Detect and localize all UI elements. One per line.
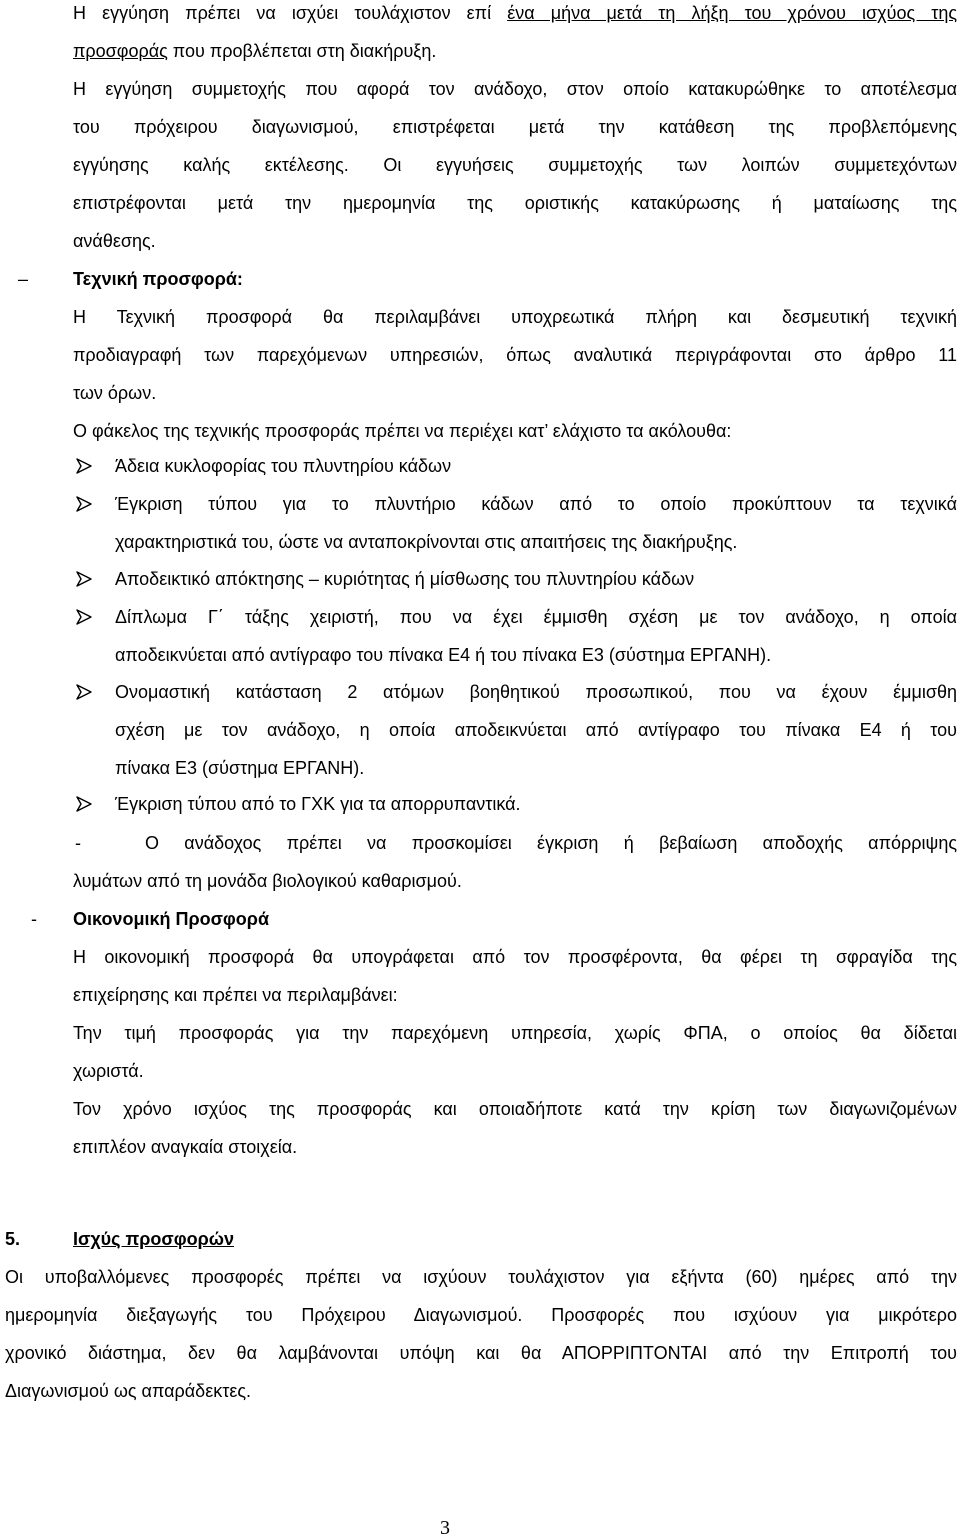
- guarantee-validity-link: ένα μήνα μετά τη λήξη του χρόνου ισχύος της: [507, 3, 958, 23]
- guarantee-text-line: Η εγγύηση συμμετοχής που αφορά τον ανάδοχο, στον οποίο κατακυρώθηκε το αποτέλεσμα: [73, 79, 957, 99]
- technical-dash: –: [18, 269, 29, 289]
- waste-dash: -: [75, 833, 81, 853]
- arrow-bullet-icon: [75, 570, 93, 588]
- bullet-item-cont: πίνακα Ε3 (σύστημα ΕΡΓΑΝΗ).: [115, 758, 365, 778]
- arrow-bullet-icon: [75, 795, 93, 813]
- arrow-bullet-icon: [75, 683, 93, 701]
- financial-heading: Οικονομική Προσφορά: [73, 909, 270, 929]
- section-text-line: χρονικό διάστημα, δεν θα λαμβάνονται υπόψη και θα ΑΠΟΡΡΙΠΤΟΝΤΑΙ από την Επιτροπή του: [5, 1343, 957, 1363]
- financial-text-line: επιπλέον αναγκαία στοιχεία.: [73, 1137, 298, 1157]
- bullet-item-cont: αποδεικνύεται από αντίγραφο του πίνακα Ε4 ή του πίνακα Ε3 (σύστημα ΕΡΓΑΝΗ).: [115, 645, 772, 665]
- technical-text-line: προδιαγραφή των παρεχόμενων υπηρεσιών, όπως αναλυτικά περιγράφονται στο άρθρο 11: [73, 345, 957, 365]
- guarantee-line-1: Η εγγύηση πρέπει να ισχύει τουλάχιστον επί ένα μήνα μετά τη λήξη του χρόνου ισχύος της: [73, 3, 958, 23]
- bullet-item: Αποδεικτικό απόκτησης – κυριότητας ή μίσθωσης του πλυντηρίου κάδων: [115, 569, 695, 589]
- arrow-bullet-icon: [75, 608, 93, 626]
- bullet-item: Έγκριση τύπου από το ΓΧΚ για τα απορρυπαντικά.: [115, 794, 521, 814]
- arrow-bullet-icon: [75, 495, 93, 513]
- financial-text-line: Την τιμή προσφοράς για την παρεχόμενη υπηρεσία, χωρίς ΦΠΑ, ο οποίος θα δίδεται: [73, 1023, 957, 1043]
- bullet-item: Ονομαστική κατάσταση 2 ατόμων βοηθητικού προσωπικού, που να έχουν έμμισθη: [115, 682, 957, 702]
- financial-text-line: Η οικονομική προσφορά θα υπογράφεται από τον προσφέροντα, θα φέρει τη σφραγίδα της: [73, 947, 957, 967]
- guarantee-text-line: ανάθεσης.: [73, 231, 156, 251]
- technical-heading: Τεχνική προσφορά:: [73, 269, 243, 289]
- financial-dash: -: [31, 909, 37, 929]
- financial-text-line: χωριστά.: [73, 1061, 144, 1081]
- guarantee-line-2: προσφοράς που προβλέπεται στη διακήρυξη.: [73, 41, 437, 61]
- bullet-item-cont: σχέση με τον ανάδοχο, η οποία αποδεικνύεται από αντίγραφο του πίνακα Ε4 ή του: [115, 720, 957, 740]
- guarantee-text-line: επιστρέφονται μετά την ημερομηνία της οριστικής κατακύρωσης ή ματαίωσης της: [73, 193, 957, 213]
- page-number: 3: [440, 1517, 450, 1539]
- section-text-line: ημερομηνία διεξαγωγής του Πρόχειρου Διαγωνισμού. Προσφορές που ισχύουν για μικρότερο: [5, 1305, 957, 1325]
- guarantee-text-line: εγγύησης καλής εκτέλεσης. Οι εγγυήσεις συμμετοχής των λοιπών συμμετεχόντων: [73, 155, 957, 175]
- arrow-bullet-icon: [75, 457, 93, 475]
- waste-line: Ο ανάδοχος πρέπει να προσκομίσει έγκριση ή βεβαίωση αποδοχής απόρριψης: [145, 833, 957, 853]
- section-text-line: Οι υποβαλλόμενες προσφορές πρέπει να ισχύουν τουλάχιστον για εξήντα (60) ημέρες από την: [5, 1267, 957, 1287]
- technical-text-line: των όρων.: [73, 383, 157, 403]
- financial-text-line: επιχείρησης και πρέπει να περιλαμβάνει:: [73, 985, 398, 1005]
- section-title: Ισχύς προσφορών: [73, 1229, 234, 1249]
- guarantee-text-line: του πρόχειρου διαγωνισμού, επιστρέφεται μετά την κατάθεση της προβλεπόμενης: [73, 117, 957, 137]
- technical-text-line: Ο φάκελος της τεχνικής προσφοράς πρέπει να περιέχει κατ’ ελάχιστο τα ακόλουθα:: [73, 421, 732, 441]
- bullet-item: Έγκριση τύπου για το πλυντήριο κάδων από το οποίο προκύπτουν τα τεχνικά: [115, 494, 957, 514]
- technical-text-line: Η Τεχνική προσφορά θα περιλαμβάνει υποχρεωτικά πλήρη και δεσμευτική τεχνική: [73, 307, 957, 327]
- guarantee-offer-link: προσφοράς: [73, 41, 168, 61]
- waste-line: λυμάτων από τη μονάδα βιολογικού καθαρισμού.: [73, 871, 462, 891]
- bullet-item: Δίπλωμα Γ΄ τάξης χειριστή, που να έχει έμμισθη σχέση με τον ανάδοχο, η οποία: [115, 607, 957, 627]
- section-text-line: Διαγωνισμού ως απαράδεκτες.: [5, 1381, 252, 1401]
- bullet-item: Άδεια κυκλοφορίας του πλυντηρίου κάδων: [115, 456, 452, 476]
- financial-text-line: Τον χρόνο ισχύος της προσφοράς και οποιαδήποτε κατά την κρίση των διαγωνιζομένων: [73, 1099, 957, 1119]
- bullet-item-cont: χαρακτηριστικά του, ώστε να ανταποκρίνονται στις απαιτήσεις της διακήρυξης.: [115, 532, 738, 552]
- section-number: 5.: [5, 1229, 21, 1249]
